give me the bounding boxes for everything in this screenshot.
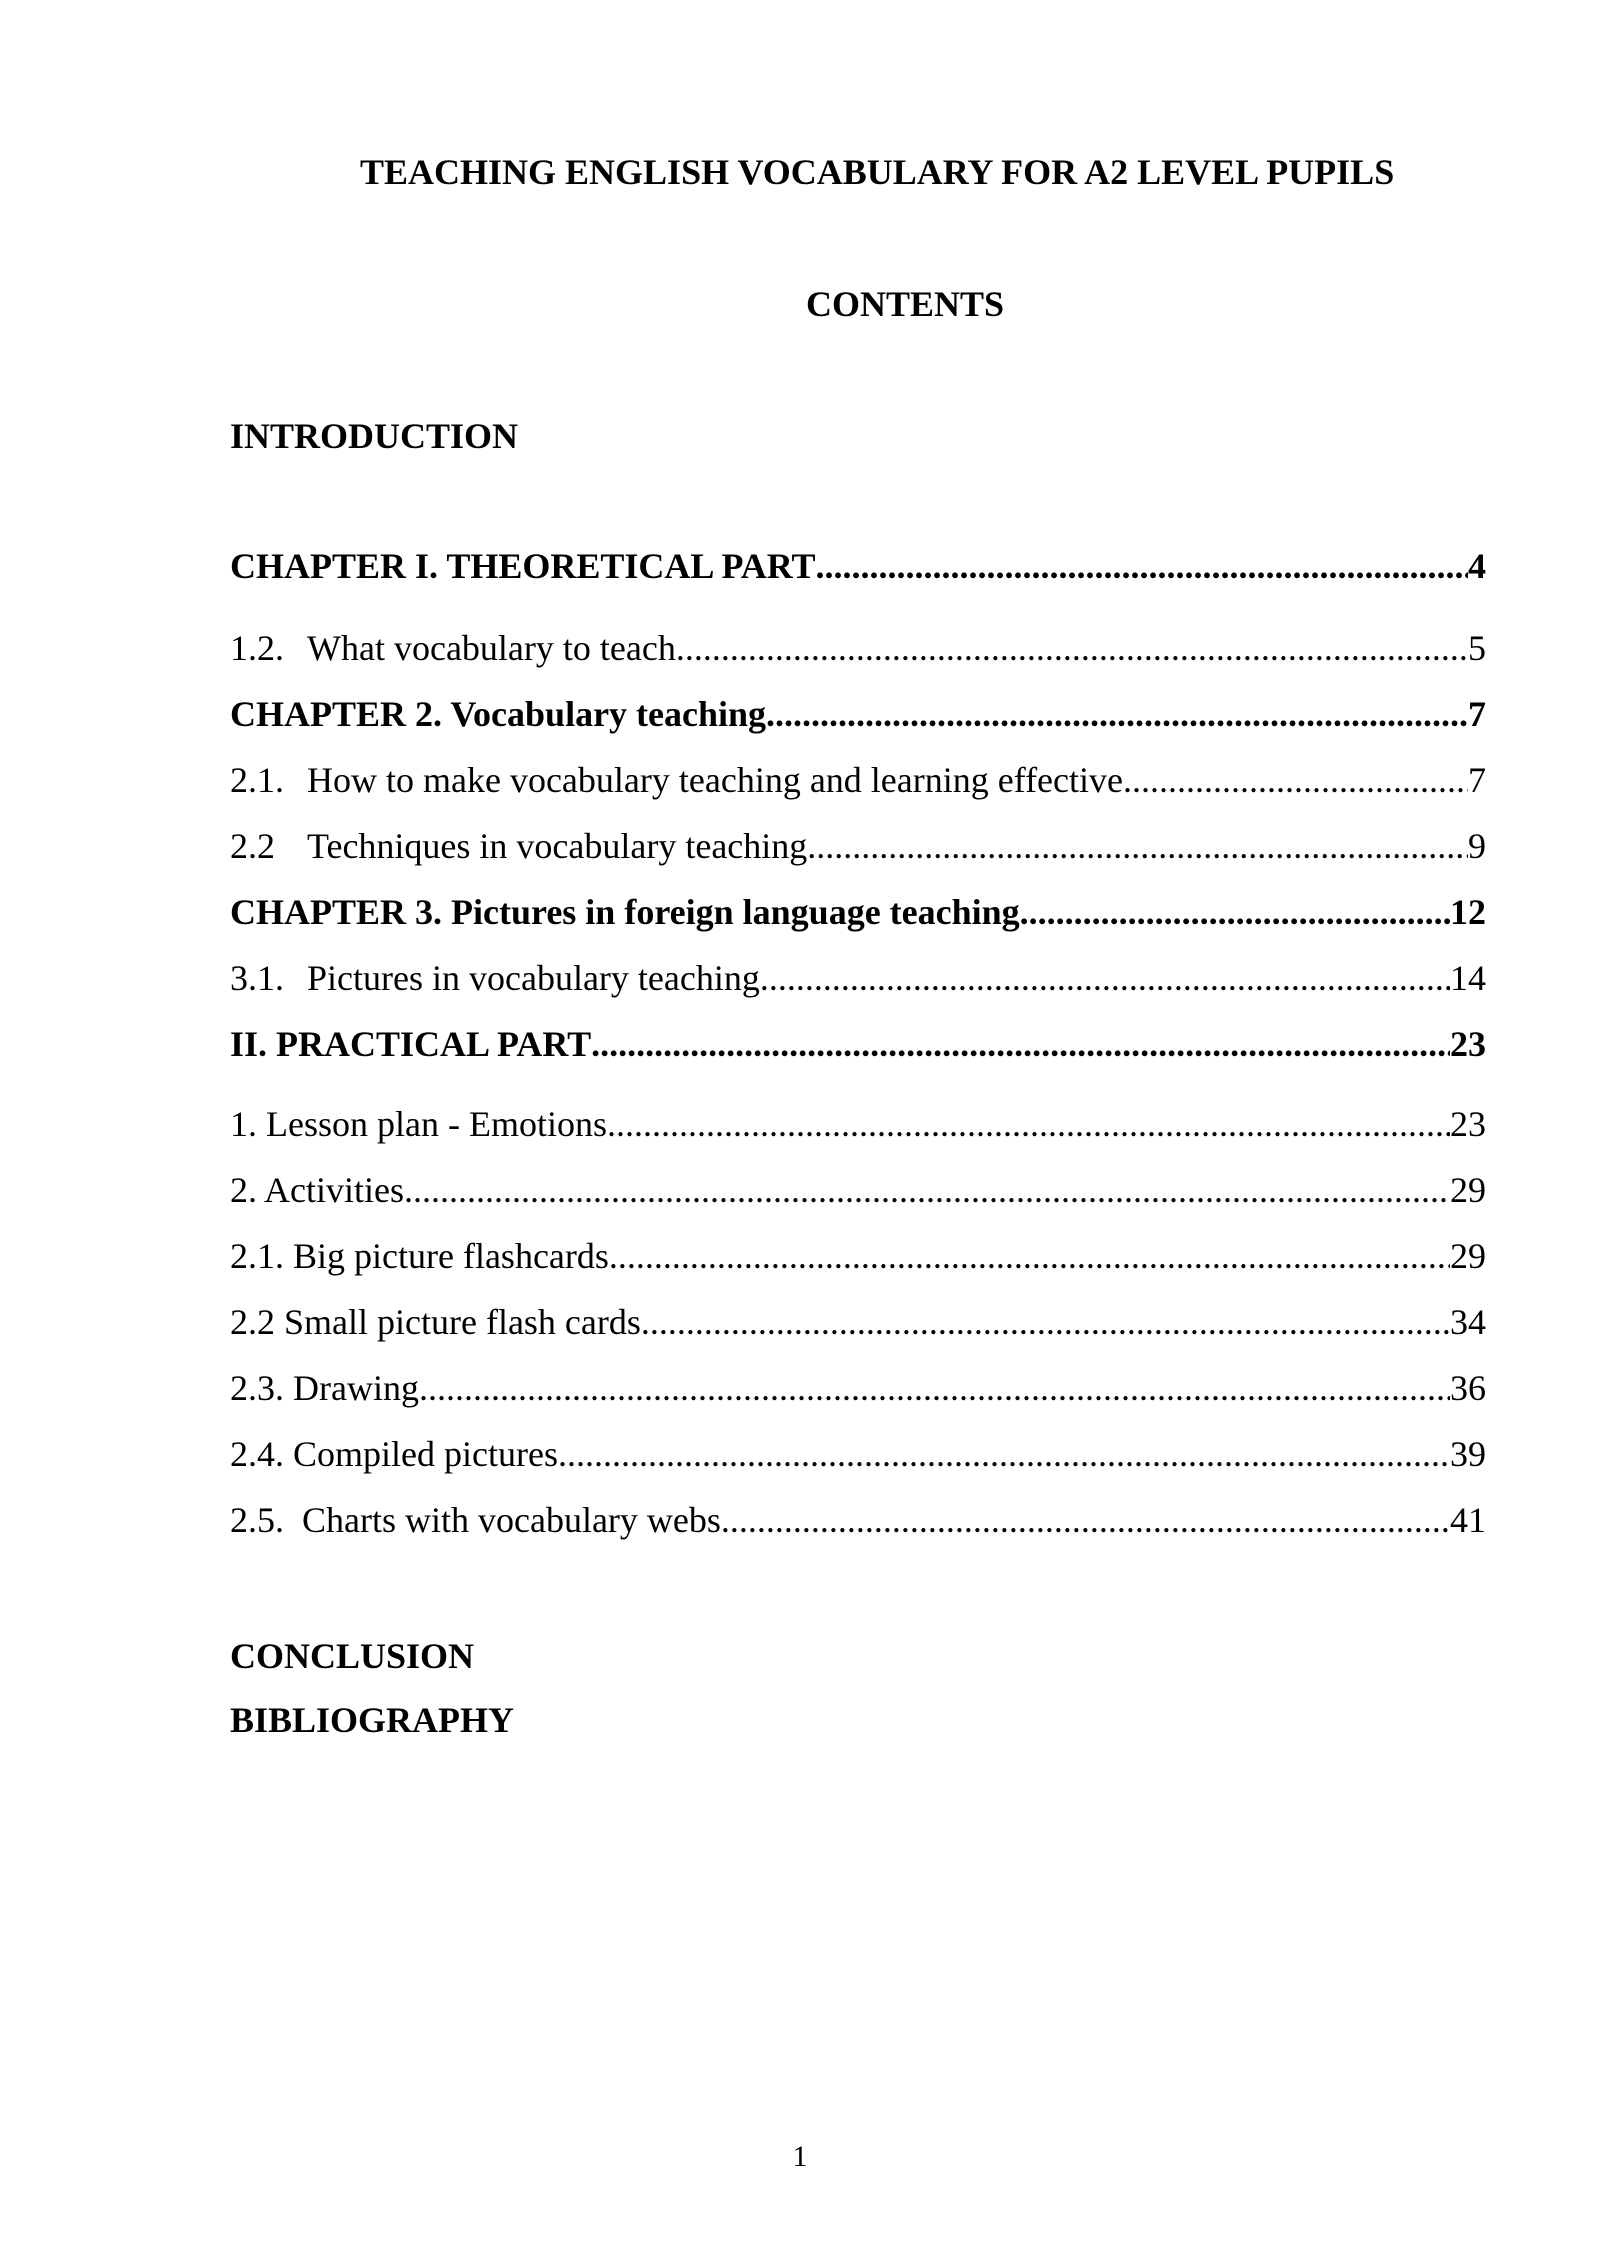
toc-leader [1020, 890, 1450, 934]
toc-entry[interactable] [230, 1432, 1486, 1476]
toc-entry-page: 7 [1468, 694, 1486, 734]
toc-entry-text: II. PRACTICAL PART [230, 1024, 592, 1064]
toc-entry-page: 14 [1450, 958, 1486, 998]
contents-heading: CONTENTS [805, 284, 1005, 324]
toc-leader [676, 626, 1468, 670]
toc-entry-text: CHAPTER 2. Vocabulary teaching [230, 694, 767, 734]
toc-leader [816, 544, 1468, 588]
toc-entry-number: 3.1. [230, 958, 284, 998]
toc-entry[interactable] [230, 1234, 1486, 1278]
toc-entry-text: How to make vocabulary teaching and learning effective [307, 760, 1123, 800]
toc-entry-number: 2.2 [230, 826, 275, 866]
toc-entry[interactable] [230, 1168, 1486, 1212]
toc-entry-text: What vocabulary to teach [307, 628, 676, 668]
toc-entry[interactable] [230, 1366, 1486, 1410]
toc-entry-page: 23 [1450, 1104, 1486, 1144]
toc-leader [558, 1432, 1450, 1476]
toc-entry-page: 9 [1468, 826, 1486, 866]
toc-leader [1123, 758, 1468, 802]
toc-entry[interactable] [230, 626, 1486, 670]
toc-leader [591, 1022, 1450, 1066]
toc-leader [760, 956, 1450, 1000]
toc-entry[interactable] [230, 1498, 1486, 1542]
toc-entry-page: 12 [1450, 892, 1486, 932]
toc-entry-page: 4 [1468, 546, 1486, 586]
toc-entry[interactable] [230, 758, 1486, 802]
toc-entry-text: 2.3. Drawing [230, 1368, 419, 1408]
toc-entry[interactable] [230, 692, 1486, 736]
page-number: 1 [792, 2140, 808, 2173]
toc-leader [807, 824, 1468, 868]
toc-leader [419, 1366, 1450, 1410]
toc-entry[interactable] [230, 890, 1486, 934]
toc-leader [609, 1234, 1450, 1278]
toc-entry-page: 39 [1450, 1434, 1486, 1474]
toc-entry[interactable] [230, 544, 1486, 588]
toc-leader [641, 1300, 1450, 1344]
toc-entry[interactable] [230, 956, 1486, 1000]
bibliography-heading: BIBLIOGRAPHY [230, 1700, 515, 1740]
toc-leader [721, 1498, 1450, 1542]
toc-entry-page: 29 [1450, 1236, 1486, 1276]
toc-entry-number: 2.1. [230, 760, 284, 800]
introduction-heading: INTRODUCTION [230, 416, 519, 456]
toc-entry[interactable] [230, 1102, 1486, 1146]
toc-entry-text: 2.1. Big picture flashcards [230, 1236, 609, 1276]
toc-leader [766, 692, 1468, 736]
toc-leader [404, 1168, 1450, 1212]
toc-entry-text: 1. Lesson plan - Emotions [230, 1104, 607, 1144]
toc-entry-page: 34 [1450, 1302, 1486, 1342]
toc-entry[interactable] [230, 1300, 1486, 1344]
toc-entry-text: Pictures in vocabulary teaching [307, 958, 760, 998]
toc-entry-text: 2. Activities [230, 1170, 404, 1210]
toc-entry-page: 23 [1450, 1024, 1486, 1064]
toc-entry-text: 2.5. Charts with vocabulary webs [230, 1500, 721, 1540]
toc-entry-text: 2.4. Compiled pictures [230, 1434, 558, 1474]
toc-entry-page: 7 [1468, 760, 1486, 800]
toc-entry-text: 2.2 Small picture flash cards [230, 1302, 641, 1342]
toc-entry-number: 1.2. [230, 628, 284, 668]
toc-entry-page: 29 [1450, 1170, 1486, 1210]
toc-entry-text: Techniques in vocabulary teaching [307, 826, 808, 866]
toc-entry[interactable] [230, 824, 1486, 868]
conclusion-heading: CONCLUSION [230, 1636, 475, 1676]
toc-entry-page: 5 [1468, 628, 1486, 668]
document-title: TEACHING ENGLISH VOCABULARY FOR A2 LEVEL PUPILS [360, 152, 1395, 192]
toc-entry-text: CHAPTER I. THEORETICAL PART [230, 546, 816, 586]
toc-entry-text: CHAPTER 3. Pictures in foreign language teaching [230, 892, 1020, 932]
toc-entry-page: 36 [1450, 1368, 1486, 1408]
toc-entry[interactable] [230, 1022, 1486, 1066]
toc-entry-page: 41 [1450, 1500, 1486, 1540]
toc-leader [607, 1102, 1450, 1146]
